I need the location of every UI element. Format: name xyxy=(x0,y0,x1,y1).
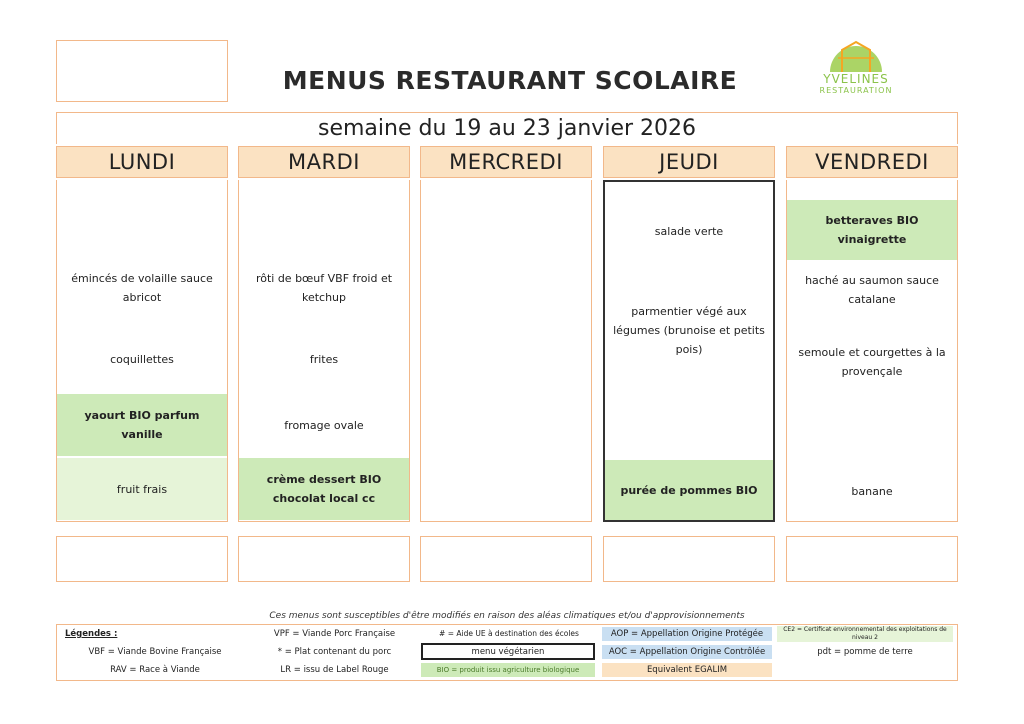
legend-egalim: Equivalent EGALIM xyxy=(602,663,772,677)
legend-aoc: AOC = Appellation Origine Contrôlée xyxy=(602,645,772,659)
day-column-lundi xyxy=(56,146,228,522)
footer-box-mardi xyxy=(238,536,410,582)
legend-box xyxy=(56,624,958,681)
legend-bio: BIO = produit issu agriculture biologique xyxy=(421,663,595,677)
menu-item-dessert: banane xyxy=(851,484,893,498)
day-menu xyxy=(420,180,592,522)
menu-item-side: semoule et courgettes à la provençale xyxy=(798,346,946,378)
legend-ce2: CE2 = Certificat environnemental des exploitations de niveau 2 xyxy=(777,626,953,642)
legend-aop: AOP = Appellation Origine Protégée xyxy=(602,627,772,641)
day-header: MERCREDI xyxy=(420,146,592,178)
menu-item-dairy: yaourt BIO parfum vanille xyxy=(57,394,227,456)
menu-item-main: haché au saumon sauce catalane xyxy=(805,274,939,306)
menu-item-side: coquillettes xyxy=(110,352,174,366)
day-menu xyxy=(56,180,228,522)
day-column-vendredi xyxy=(786,146,958,522)
footer-box-vendredi xyxy=(786,536,958,582)
day-column-jeudi xyxy=(603,146,775,522)
menu-item-main: rôti de bœuf VBF froid et ketchup xyxy=(255,272,393,304)
legend-rav: RAV = Race à Viande xyxy=(110,665,200,675)
menu-item-main: émincés de volaille sauce abricot xyxy=(71,272,213,304)
disclaimer-text: Ces menus sont susceptibles d'être modifiés en raison des aléas climatiques et/ou d'approvisionnements xyxy=(269,611,745,621)
footer-box-jeudi xyxy=(603,536,775,582)
day-column-mardi xyxy=(238,146,410,522)
footer-box-mercredi xyxy=(420,536,592,582)
day-header: VENDREDI xyxy=(786,146,958,178)
top-left-frame xyxy=(56,40,228,102)
page-title: MENUS RESTAURANT SCOLAIRE xyxy=(282,66,738,95)
yvelines-logo xyxy=(808,38,904,100)
day-header: JEUDI xyxy=(603,146,775,178)
day-menu xyxy=(238,180,410,522)
legend-pdt: pdt = pomme de terre xyxy=(817,647,913,657)
menu-item-starter: betteraves BIO vinaigrette xyxy=(787,200,957,260)
menu-item-side: frites xyxy=(309,352,339,366)
logo-text-restauration: RESTAURATION xyxy=(819,86,893,95)
logo-text-yvelines: YVELINES xyxy=(823,72,889,86)
day-column-mercredi xyxy=(420,146,592,522)
menu-item-dessert: fruit frais xyxy=(57,458,227,520)
day-menu xyxy=(786,180,958,522)
legend-porc: * = Plat contenant du porc xyxy=(277,647,392,657)
legend-vpf: VPF = Viande Porc Française xyxy=(273,629,396,639)
footer-box-lundi xyxy=(56,536,228,582)
menu-item-dessert: crème dessert BIO chocolat local cc xyxy=(239,458,409,520)
menu-item-dessert: purée de pommes BIO xyxy=(605,460,773,520)
day-menu-vegetarian xyxy=(603,180,775,522)
day-header: LUNDI xyxy=(56,146,228,178)
legend-title: Légendes : xyxy=(65,629,118,639)
day-header: MARDI xyxy=(238,146,410,178)
legend-vbf: VBF = Viande Bovine Française xyxy=(88,647,222,657)
menu-item-dairy: fromage ovale xyxy=(284,418,364,432)
legend-lr: LR = issu de Label Rouge xyxy=(280,665,389,675)
legend-vegetarian: menu végétarien xyxy=(421,643,595,660)
week-title: semaine du 19 au 23 janvier 2026 xyxy=(56,112,958,144)
legend-aide: # = Aide UE à destination des écoles xyxy=(439,629,579,638)
menu-item-main: parmentier végé aux légumes (brunoise et petits pois) xyxy=(613,304,765,356)
menu-item-starter: salade verte xyxy=(654,224,724,238)
